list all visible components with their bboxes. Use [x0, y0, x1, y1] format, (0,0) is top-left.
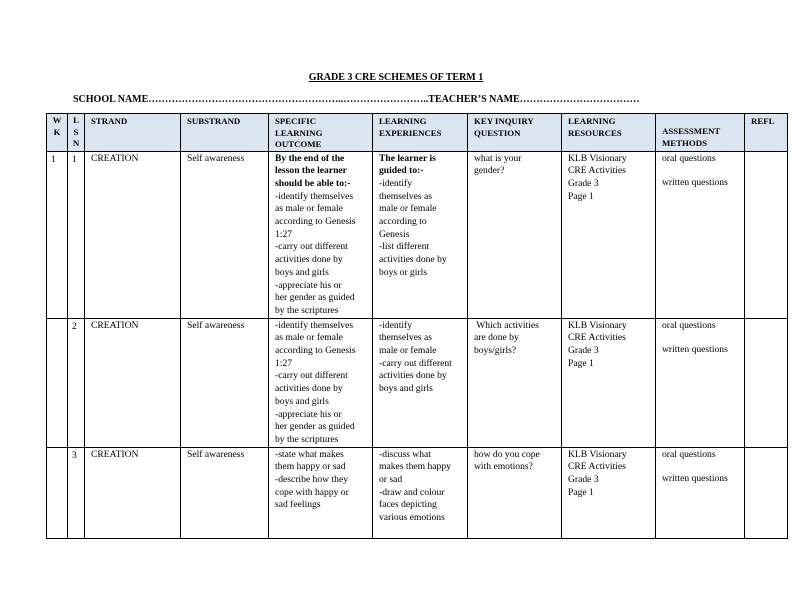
header-assessment: ASSESSMENT METHODS — [656, 114, 745, 152]
header-experiences: LEARNING EXPERIENCES — [373, 114, 468, 152]
cell-substrand: Self awareness — [181, 151, 269, 318]
school-teacher-line: SCHOOL NAME…………………………………………………..……………………..TEACHER’S NAME……………………………… — [73, 94, 640, 105]
header-outcome: SPECIFIC LEARNING OUTCOME — [269, 114, 373, 152]
cell-experiences: -identify themselves as male or female -carry out different activities done by boys and girls — [373, 318, 468, 447]
page-title: GRADE 3 CRE SCHEMES OF TERM 1 — [308, 72, 484, 83]
cell-substrand: Self awareness — [181, 318, 269, 447]
cell-outcome: -identify themselves as male or female according to Genesis 1:27 -carry out different activities done by boys and girls -appreciate his or her gender as guided by the scriptures — [269, 318, 373, 447]
cell-outcome: -state what makes them happy or sad -describe how they cope with happy or sad feelings — [269, 447, 373, 538]
table-row — [47, 447, 788, 538]
cell-wk — [47, 447, 68, 538]
cell-strand: CREATION — [85, 447, 181, 538]
header-inquiry: KEY INQUIRY QUESTION — [468, 114, 562, 152]
cell-strand: CREATION — [85, 151, 181, 318]
cell-assessment: oral questions written questions — [656, 318, 745, 447]
cell-refl — [745, 151, 788, 318]
cell-experiences: -discuss what makes them happy or sad -draw and colour faces depicting various emotions — [373, 447, 468, 538]
header-row — [47, 114, 788, 152]
cell-inquiry: how do you cope with emotions? — [468, 447, 562, 538]
cell-strand: CREATION — [85, 318, 181, 447]
cell-inquiry: Which activities are done by boys/girls? — [468, 318, 562, 447]
header-strand: STRAND — [85, 114, 181, 152]
header-wk: W K — [47, 114, 68, 152]
cell-refl — [745, 318, 788, 447]
cell-experiences: The learner is guided to:- -identify themselves as male or female according to Genesis -list different activities done by boys or girls — [373, 151, 468, 318]
cell-resources: KLB Visionary CRE Activities Grade 3 Page 1 — [562, 318, 656, 447]
cell-resources: KLB Visionary CRE Activities Grade 3 Page 1 — [562, 447, 656, 538]
cell-lsn: 3 — [68, 447, 85, 538]
table-row — [47, 318, 788, 447]
cell-wk — [47, 318, 68, 447]
cell-wk: 1 — [47, 151, 68, 318]
cell-inquiry: what is your gender? — [468, 151, 562, 318]
cell-lsn: 1 — [68, 151, 85, 318]
cell-assessment: oral questions written questions — [656, 151, 745, 318]
cell-outcome: By the end of the lesson the learner should be able to:- -identify themselves as male or female according to Genesis 1:27 -carry out different activities done by boys and girls -appreciate his or her gender as guided by the scriptures — [269, 151, 373, 318]
cell-substrand: Self awareness — [181, 447, 269, 538]
scheme-table — [46, 113, 788, 539]
header-lsn: L S N — [68, 114, 85, 152]
cell-refl — [745, 447, 788, 538]
table-row — [47, 151, 788, 318]
header-resources: LEARNING RESOURCES — [562, 114, 656, 152]
cell-resources: KLB Visionary CRE Activities Grade 3 Page 1 — [562, 151, 656, 318]
header-substrand: SUBSTRAND — [181, 114, 269, 152]
cell-lsn: 2 — [68, 318, 85, 447]
cell-assessment: oral questions written questions — [656, 447, 745, 538]
header-refl: REFL — [745, 114, 788, 152]
